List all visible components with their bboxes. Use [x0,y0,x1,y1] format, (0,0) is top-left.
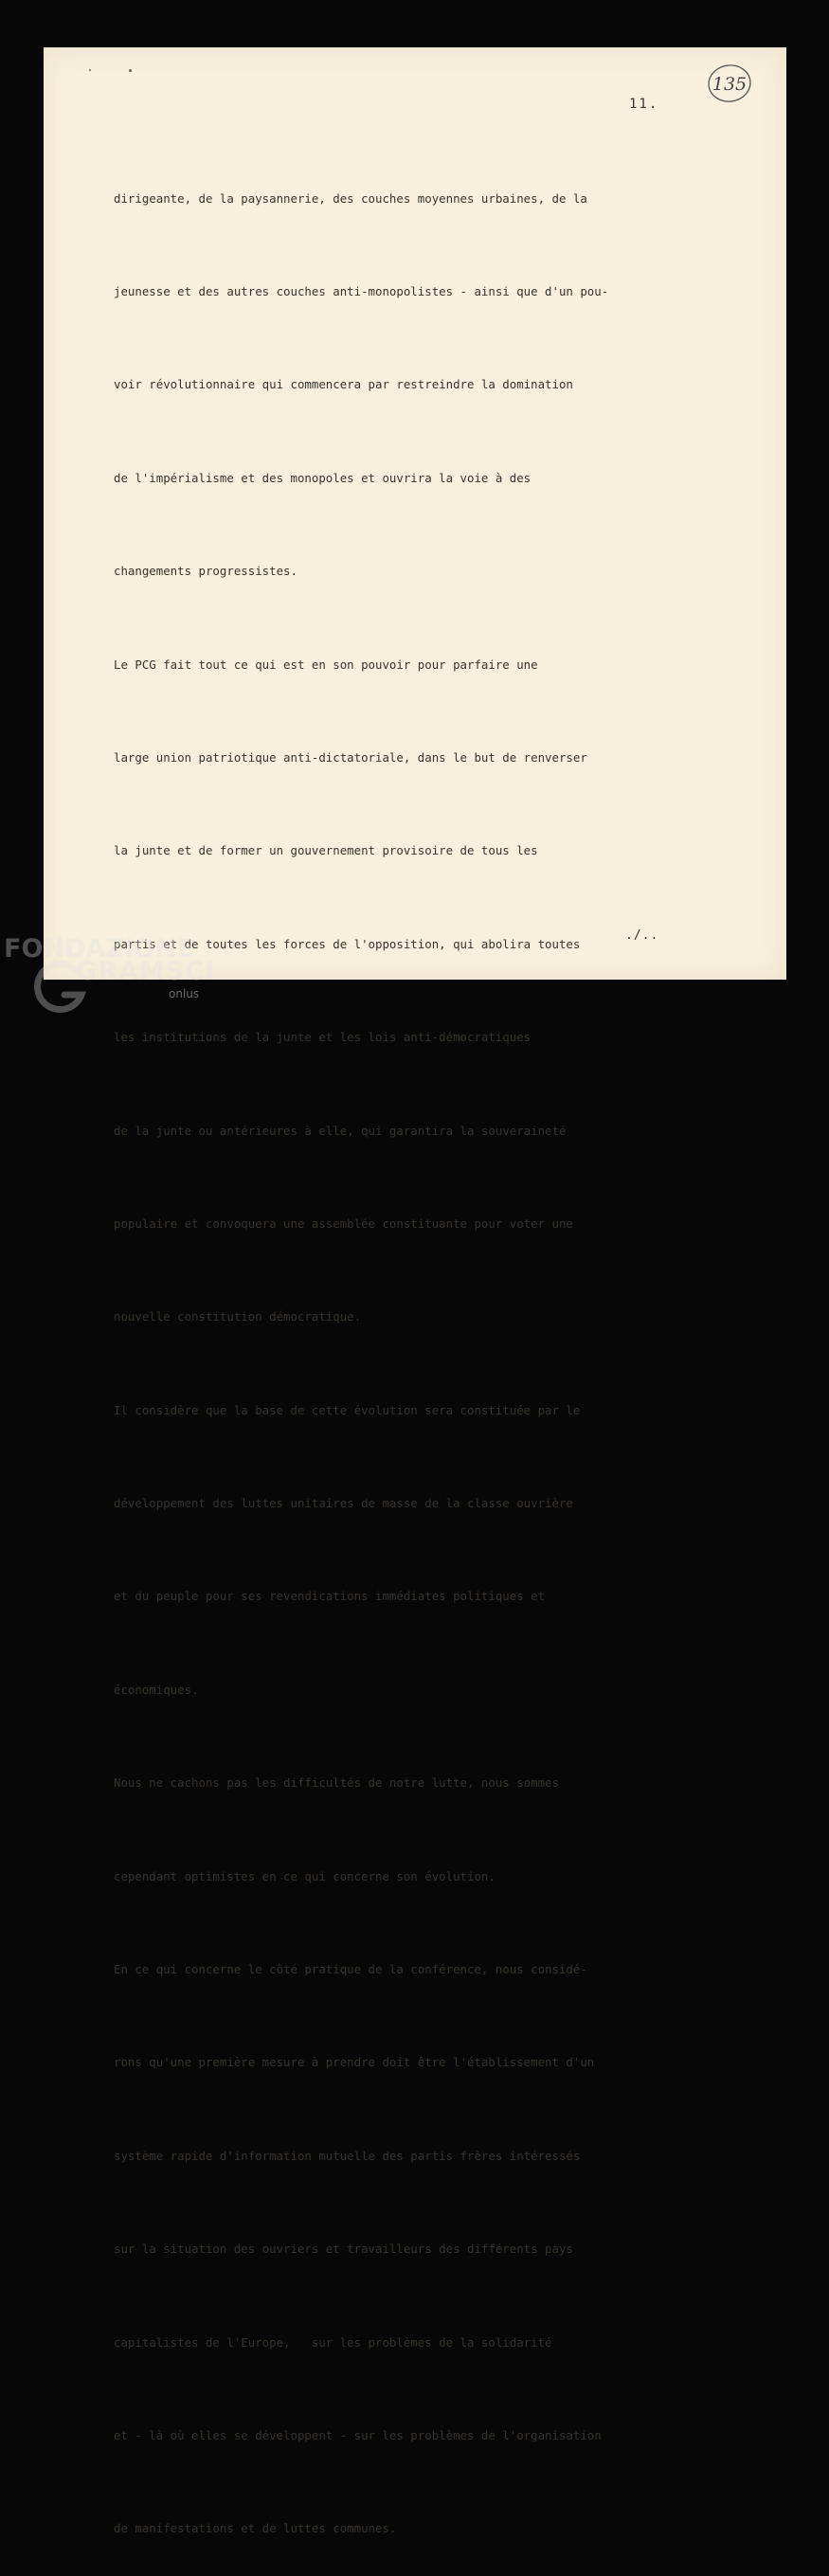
fondazione-gramsci-watermark [4,932,222,1018]
text-line: de manifestations et de luttes communes. [114,2521,397,2536]
text-line: Nous ne cachons pas les difficultés de notre lutte, nous sommes [114,1775,559,1791]
continuation-mark: ./.. [625,928,659,943]
ink-dot [89,69,91,71]
text-line: et du peuple pour ses revendications immédiates politiques et [114,1589,546,1604]
watermark-line2: GRAMSCI [76,957,216,986]
text-line: sur la situation des ouvriers et travailleurs des différents pays [114,2242,573,2257]
text-line: En ce qui concerne le côté pratique de la conférence, nous considé- [114,1962,587,1977]
text-line: populaire et convoquera une assemblée constituante pour voter une [114,1216,573,1231]
text-line: de l'impérialisme et des monopoles et ouvrira la voie à des [114,470,532,485]
text-line: partis et de toutes les forces de l'opposition, qui abolira toutes [114,936,581,951]
page-number: 11. [629,97,659,112]
text-line: de la junte ou antérieures à elle, qui garantira la souveraineté [114,1123,567,1138]
text-line: système rapide d'information mutuelle des partis frères intéressés [114,2148,581,2163]
text-line: développement des luttes unitaires de masse de la classe ouvrière [114,1496,573,1511]
watermark-suffix: onlus [169,987,200,1000]
text-line: cependant optimistes en ce qui concerne son évolution. [114,1868,496,1883]
ink-dot [129,69,132,72]
text-line: nouvelle constitution démocratique. [114,1309,362,1324]
text-line: rons qu'une première mesure à prendre doit être l'établissement d'un [114,2055,595,2070]
text-line: changements progressistes. [114,564,297,579]
watermark-line1: FONDAZIONE [4,934,194,964]
archive-number-stamp [707,63,752,104]
document-body [114,121,730,2576]
text-line: voir révolutionnaire qui commencera par restreindre la domination [114,377,573,392]
text-line: la junte et de former un gouvernement provisoire de tous les [114,843,538,858]
text-line: jeunesse et des autres couches anti-monopolistes - ainsi que d'un pou- [114,283,609,298]
text-line: dirigeante, de la paysannerie, des couches moyennes urbaines, de la [114,190,587,206]
text-line: capitalistes de l'Europe, sur les problèmes de la solidarité [114,2334,552,2350]
text-line: Il considère que la base de cette évolution sera constituée par le [114,1402,581,1417]
text-line: et - là où elles se développent - sur les problèmes de l'organisation [114,2427,602,2442]
archive-number: 135 [712,74,748,95]
text-line: Le PCG fait tout ce qui est en son pouvoir pour parfaire une [114,657,538,672]
text-line: économiques. [114,1682,199,1697]
text-line: large union patriotique anti-dictatoriale, dans le but de renverser [114,749,587,765]
text-line: les institutions de la junte et les lois anti-démocratiques [114,1030,532,1045]
